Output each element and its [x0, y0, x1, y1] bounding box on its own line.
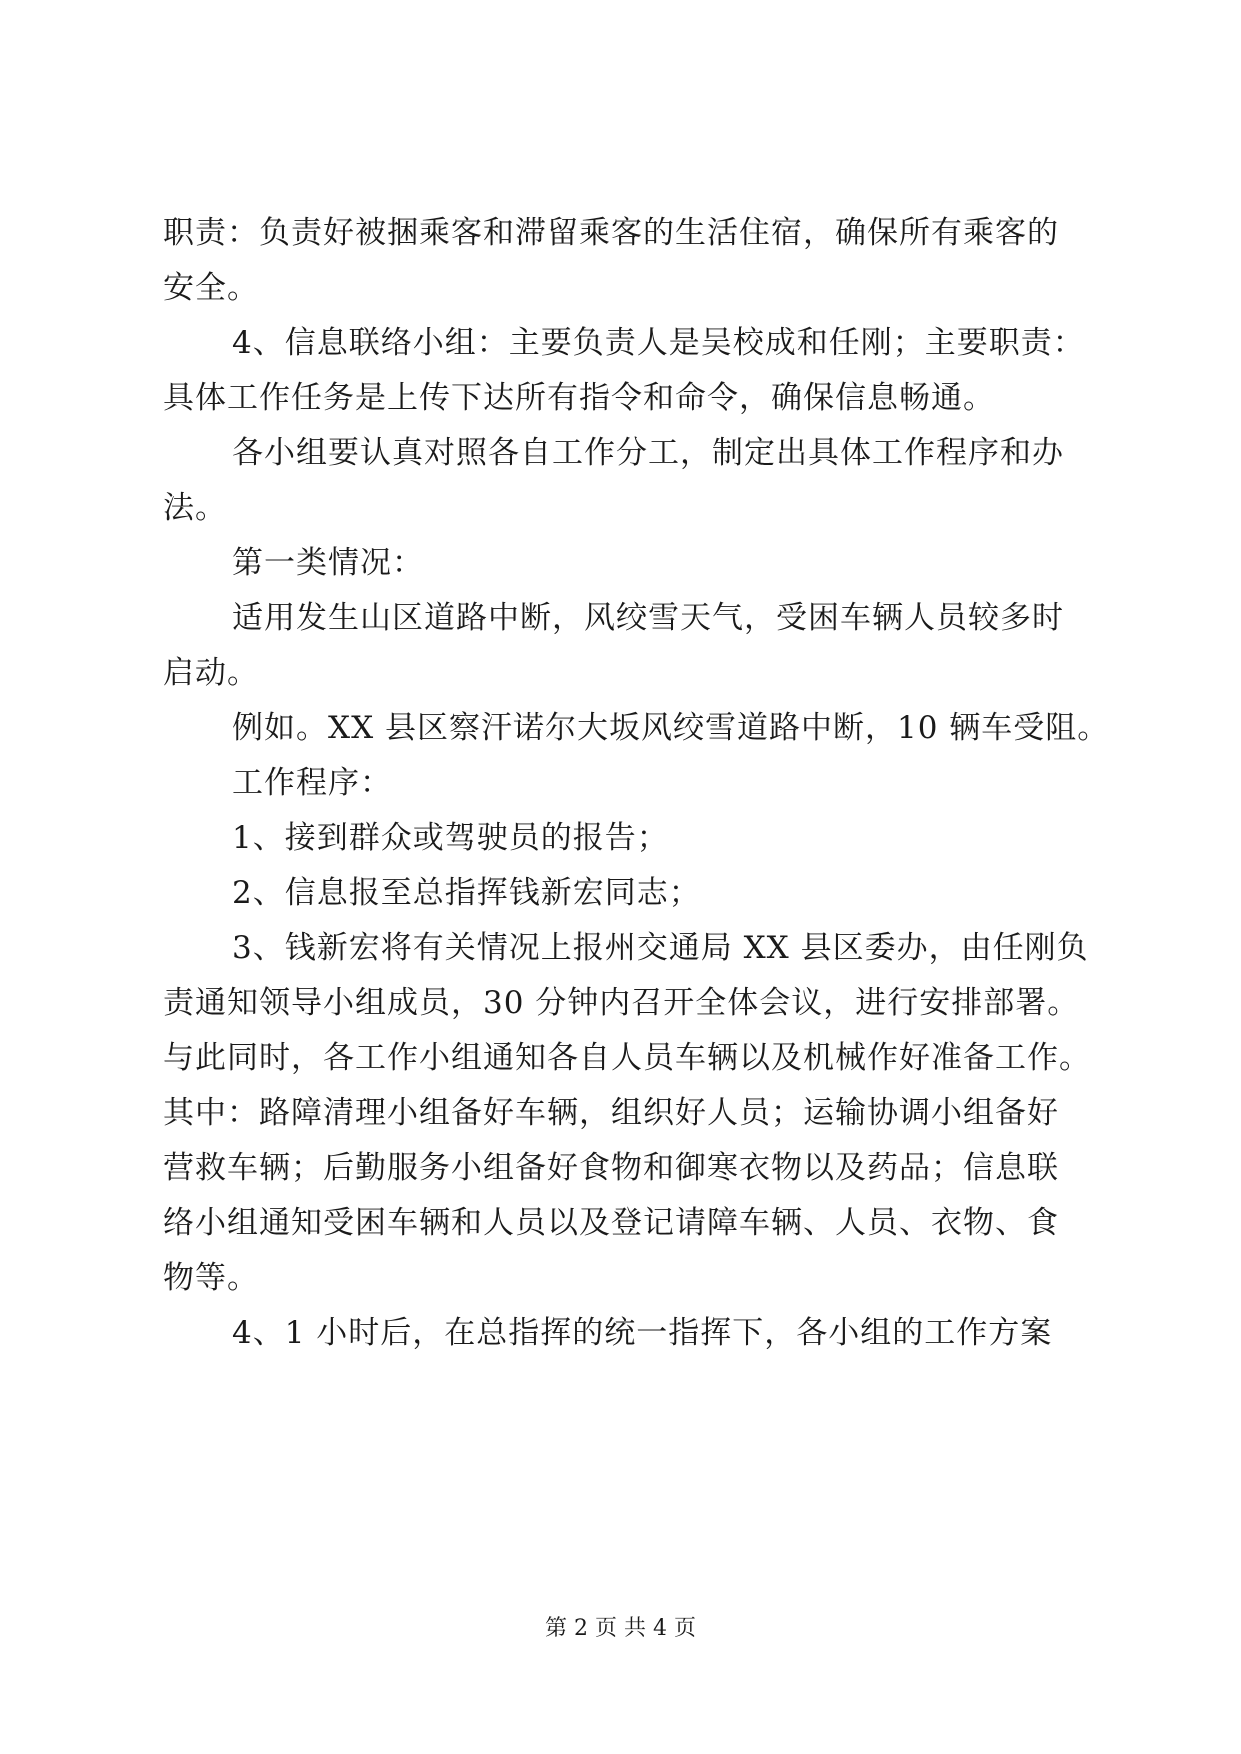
text-line: 例如。XX 县区察汗诺尔大坂风绞雪道路中断，10 辆车受阻。 [232, 710, 1110, 746]
text-line: 4、1 小时后，在总指挥的统一指挥下，各小组的工作方案 [232, 1315, 1053, 1351]
text-line: 各小组要认真对照各自工作分工，制定出具体工作程序和办 [232, 435, 1064, 471]
text-line: 责通知领导小组成员，30 分钟内召开全体会议，进行安排部署。 [163, 985, 1080, 1021]
text-line: 营救车辆；后勤服务小组备好食物和御寒衣物以及药品；信息联 [163, 1150, 1059, 1186]
text-line: 适用发生山区道路中断，风绞雪天气，受困车辆人员较多时 [232, 600, 1064, 636]
text-line: 安全。 [163, 270, 259, 306]
text-line: 1、接到群众或驾驶员的报告； [232, 820, 669, 856]
text-line: 4、信息联络小组：主要负责人是吴校成和任刚；主要职责： [232, 325, 1085, 361]
text-line: 工作程序： [232, 765, 392, 801]
text-line: 启动。 [163, 655, 259, 691]
text-line: 职责：负责好被捆乘客和滞留乘客的生活住宿，确保所有乘客的 [163, 215, 1059, 251]
text-line: 其中：路障清理小组备好车辆，组织好人员；运输协调小组备好 [163, 1095, 1059, 1131]
text-line: 物等。 [163, 1260, 259, 1296]
page-number-footer: 第 2 页 共 4 页 [545, 1616, 696, 1641]
text-line: 与此同时，各工作小组通知各自人员车辆以及机械作好准备工作。 [163, 1040, 1091, 1076]
text-line: 法。 [163, 490, 227, 526]
text-line: 具体工作任务是上传下达所有指令和命令，确保信息畅通。 [163, 380, 995, 416]
text-line: 第一类情况： [232, 545, 424, 581]
text-line: 2、信息报至总指挥钱新宏同志； [232, 875, 701, 911]
text-line: 3、钱新宏将有关情况上报州交通局 XX 县区委办，由任刚负 [232, 930, 1089, 966]
text-line: 络小组通知受困车辆和人员以及登记请障车辆、人员、衣物、食 [163, 1205, 1059, 1241]
